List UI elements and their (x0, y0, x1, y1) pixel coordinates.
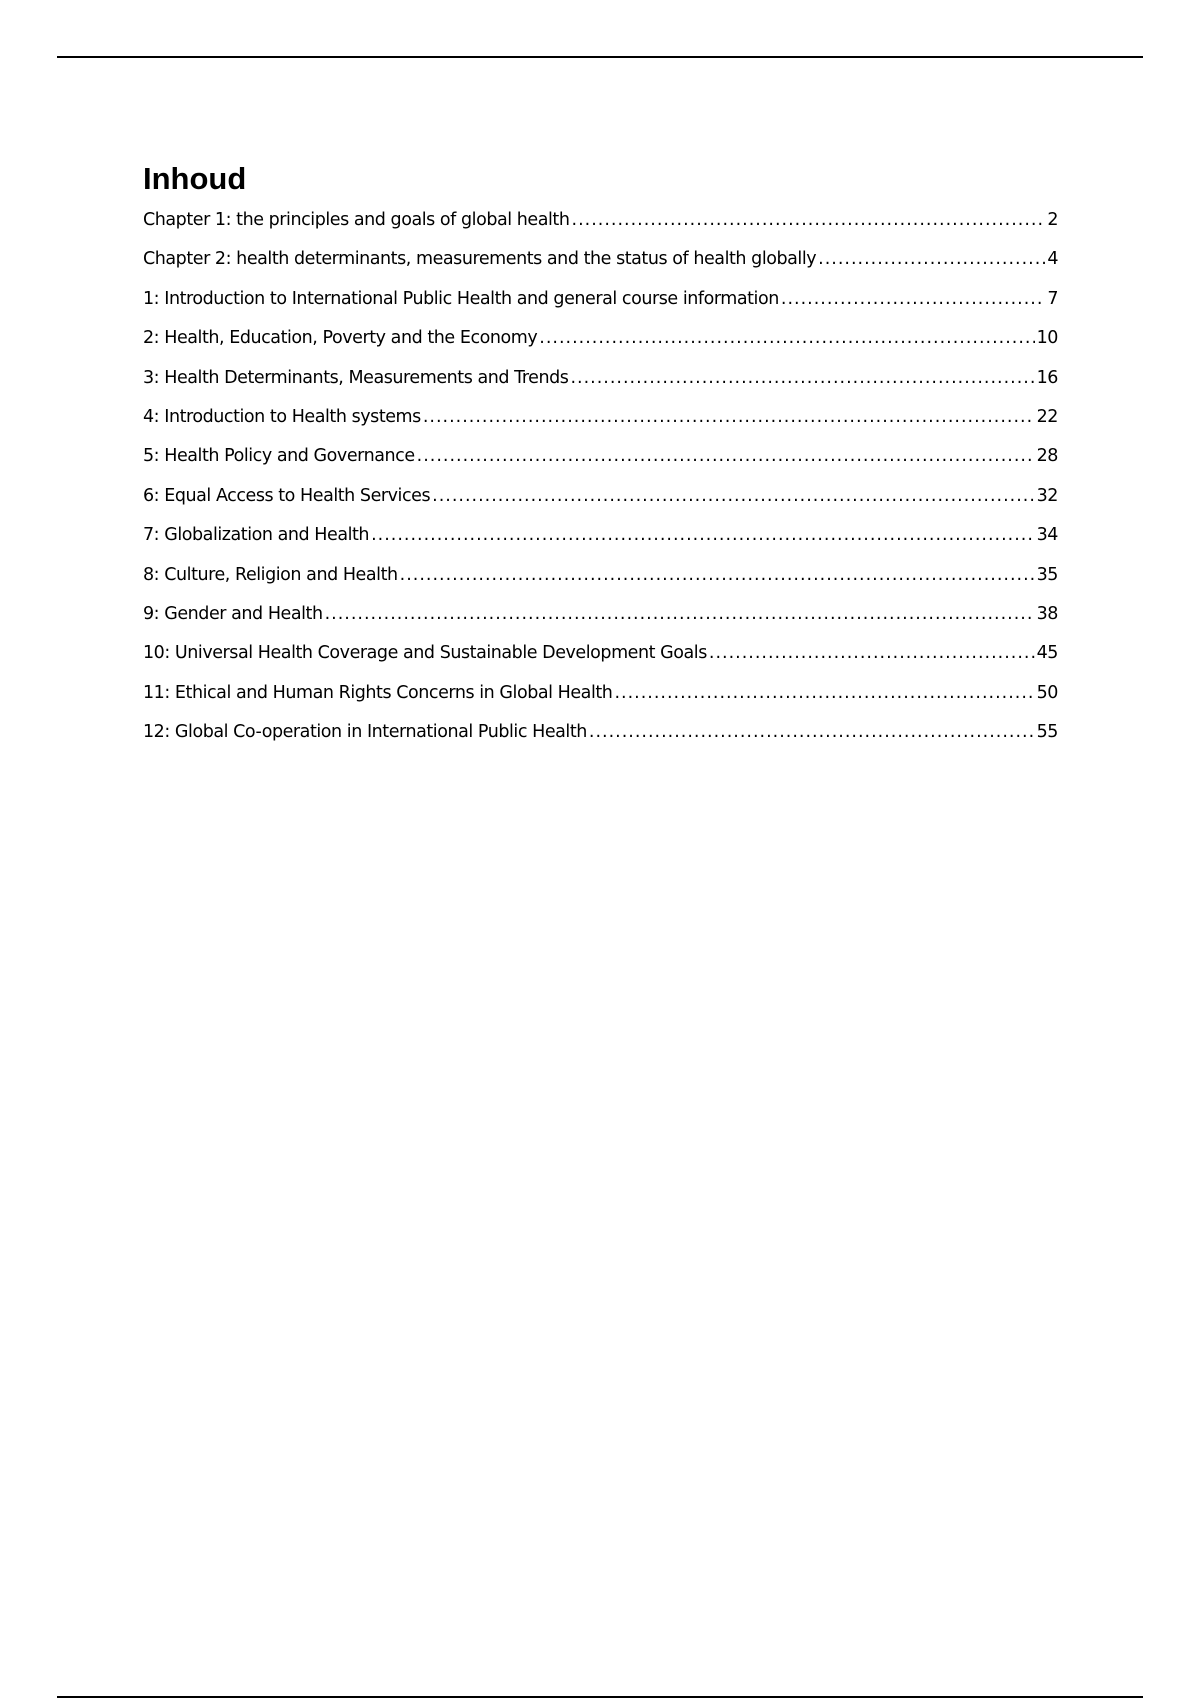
toc-dot-leader (614, 683, 1034, 703)
toc-entry-title: 8: Culture, Religion and Health (143, 564, 398, 585)
toc-entry-page: 45 (1036, 643, 1058, 664)
toc-entry-title: 6: Equal Access to Health Services (143, 485, 431, 506)
toc-dot-leader (572, 210, 1046, 230)
toc-entry-page: 28 (1036, 446, 1058, 467)
toc-dot-leader (589, 722, 1035, 742)
toc-entry-page: 34 (1036, 525, 1058, 546)
toc-dot-leader (400, 565, 1035, 585)
table-of-contents (143, 160, 1058, 761)
toc-entry[interactable] (143, 249, 1058, 288)
toc-dot-leader (423, 407, 1035, 427)
toc-entry[interactable] (143, 328, 1058, 367)
toc-dot-leader (432, 486, 1035, 506)
toc-entry-page: 7 (1047, 288, 1058, 309)
toc-entry[interactable] (143, 446, 1058, 485)
toc-dot-leader (325, 604, 1035, 624)
toc-entry[interactable] (143, 368, 1058, 407)
toc-dot-leader (539, 328, 1034, 348)
toc-heading: Inhoud (143, 161, 247, 196)
toc-entry[interactable] (143, 407, 1058, 446)
toc-entry-page: 22 (1036, 406, 1058, 427)
toc-entry-title: 9: Gender and Health (143, 603, 323, 624)
toc-dot-leader (781, 289, 1045, 309)
toc-entry-title: 10: Universal Health Coverage and Sustainable Development Goals (143, 643, 707, 664)
footer-rule (57, 1696, 1143, 1698)
toc-entry[interactable] (143, 683, 1058, 722)
toc-dot-leader (371, 525, 1035, 545)
toc-entry-page: 2 (1047, 210, 1058, 230)
toc-entry-title: 2: Health, Education, Poverty and the Economy (143, 328, 538, 349)
toc-entry[interactable] (143, 486, 1058, 525)
toc-entry-title: 11: Ethical and Human Rights Concerns in Global Health (143, 682, 613, 703)
toc-entry-page: 10 (1036, 328, 1058, 349)
toc-dot-leader (818, 249, 1045, 269)
toc-entry[interactable] (143, 604, 1058, 643)
toc-dot-leader (709, 643, 1035, 663)
toc-entry-title: 1: Introduction to International Public Health and general course information (143, 288, 779, 309)
toc-list (143, 210, 1058, 761)
header-rule (57, 56, 1143, 58)
toc-entry-page: 50 (1036, 682, 1058, 703)
toc-entry[interactable] (143, 210, 1058, 249)
toc-entry[interactable] (143, 565, 1058, 604)
toc-entry[interactable] (143, 722, 1058, 761)
toc-entry-page: 32 (1036, 485, 1058, 506)
toc-entry-title: 5: Health Policy and Governance (143, 446, 415, 467)
toc-entry-title: Chapter 1: the principles and goals of global health (143, 210, 570, 230)
toc-entry-title: Chapter 2: health determinants, measurements and the status of health globally (143, 249, 817, 270)
toc-entry-page: 35 (1036, 564, 1058, 585)
toc-dot-leader (570, 368, 1034, 388)
toc-entry-title: 7: Globalization and Health (143, 525, 370, 546)
toc-entry[interactable] (143, 525, 1058, 564)
toc-dot-leader (417, 446, 1035, 466)
toc-entry-title: 12: Global Co-operation in International Public Health (143, 722, 587, 743)
toc-entry[interactable] (143, 643, 1058, 682)
toc-entry-title: 3: Health Determinants, Measurements and Trends (143, 367, 569, 388)
toc-entry-title: 4: Introduction to Health systems (143, 406, 421, 427)
toc-entry-page: 38 (1036, 603, 1058, 624)
toc-entry-page: 16 (1036, 367, 1058, 388)
toc-entry-page: 4 (1047, 249, 1058, 270)
toc-entry[interactable] (143, 289, 1058, 328)
toc-entry-page: 55 (1036, 722, 1058, 743)
